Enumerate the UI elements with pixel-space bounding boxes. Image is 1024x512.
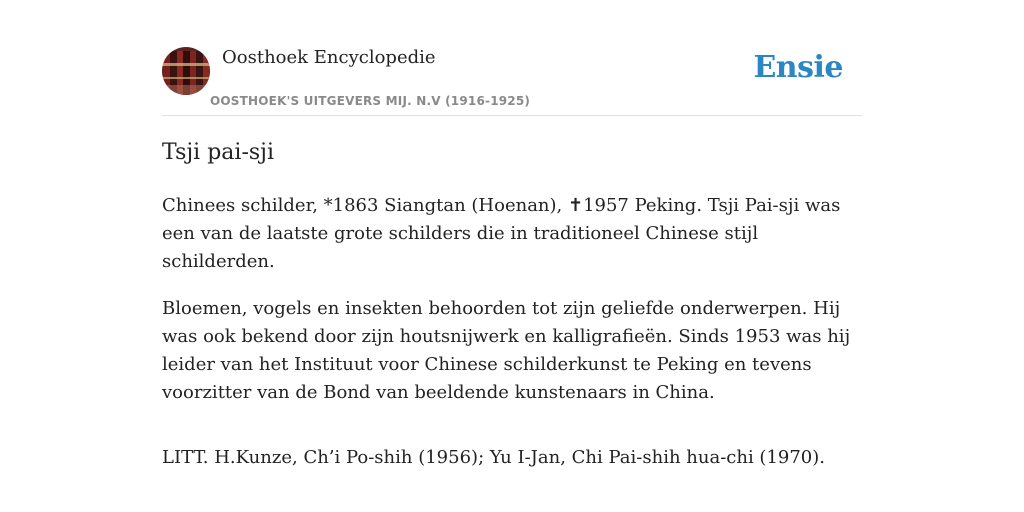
article-paragraph: Bloemen, vogels en insekten behoorden tot zijn geliefde onderwerpen. Hij was ook bekend door zijn houtsnijwerk en kalligrafieën. Sinds 1953 was hij leider van het Instituut voor Chinese schilderkunst te Peking en tevens voorzitter van de Bond van beeldende kunstenaars in China. <box>162 298 851 403</box>
brand-logo[interactable]: Ensie <box>753 50 843 85</box>
source-header <box>162 40 862 116</box>
source-title[interactable]: Oosthoek Encyclopedie <box>222 47 436 68</box>
page-title: Tsji pai-sji <box>162 140 275 165</box>
encyclopedia-books-icon[interactable] <box>162 47 210 95</box>
article-paragraph: Chinees schilder, *1863 Siangtan (Hoenan), ✝1957 Peking. Tsji Pai-sji was een van de laatste grote schilders die in traditioneel Chinese stijl schilderden. <box>162 195 841 272</box>
article-card <box>162 40 862 468</box>
source-subtitle: OOSTHOEK'S UITGEVERS MIJ. N.V (1916-1925) <box>210 94 531 108</box>
article-body <box>162 192 862 491</box>
literature-reference: LITT. H.Kunze, Ch’i Po-shih (1956); Yu I-Jan, Chi Pai-shih hua-chi (1970). <box>162 447 826 468</box>
